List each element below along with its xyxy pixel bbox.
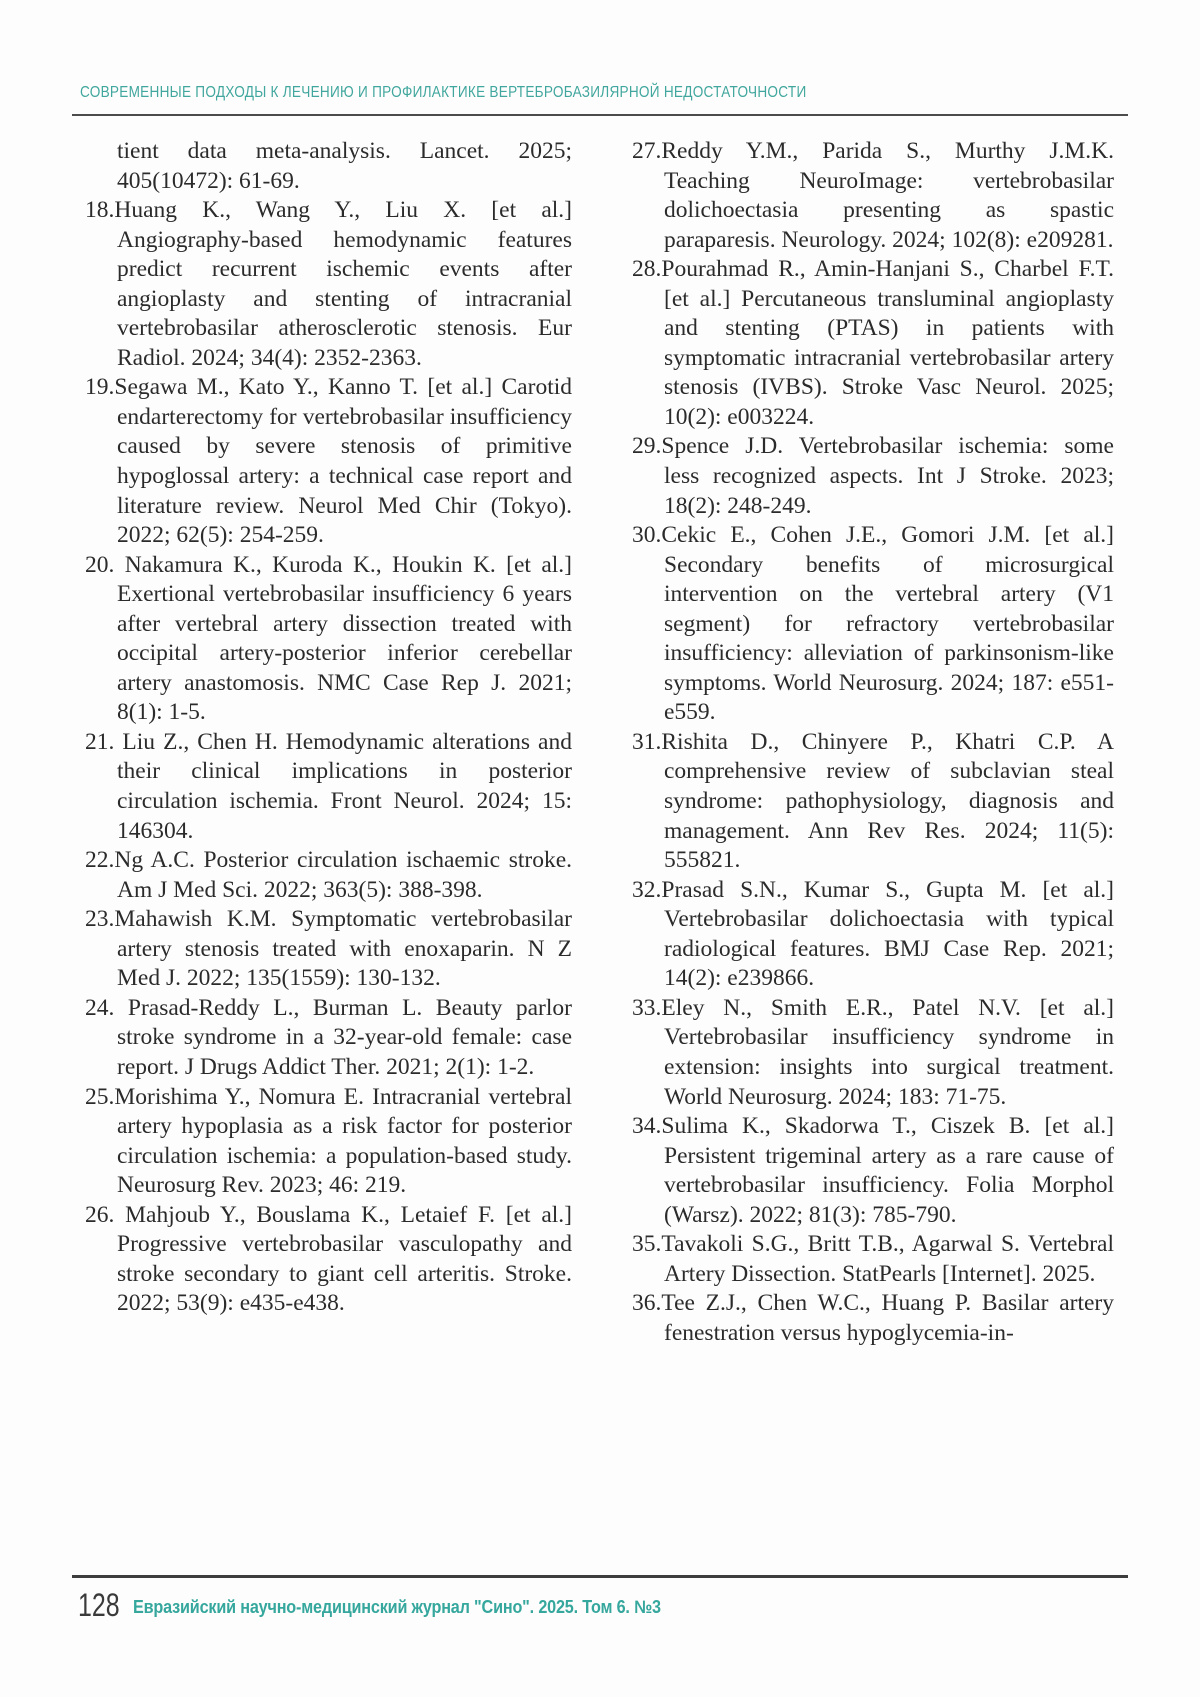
reference-entry-35 [632,1230,1114,1289]
reference-number: 36. [632,1290,662,1317]
reference-text: Tavakoli S.G., Britt T.B., Agarwal S. Vertebral Artery Dissection. StatPearls [Internet]. 2025. [661,1231,1114,1287]
reference-number: 29. [632,433,662,460]
reference-number: 21. [85,728,115,755]
reference-number: 26. [85,1201,115,1228]
reference-text: Reddy Y.M., Parida S., Murthy J.M.K. Teaching NeuroImage: vertebrobasilar dolichoectasia presenting as spastic paraparesis. Neurology. 2024; 102(8): e209281. [661,138,1114,253]
reference-text: Prasad S.N., Kumar S., Gupta M. [et al.] Vertebrobasilar dolichoectasia with typical radiological features. BMJ Case Rep. 2021; 14(2): e239866. [661,876,1114,992]
reference-entry-19 [85,373,572,550]
reference-number: 22. [85,847,115,874]
reference-entry-32 [632,876,1114,994]
reference-number: 32. [632,876,662,903]
reference-number: 20. [85,551,115,578]
reference-text: tient data meta-analysis. Lancet. 2025; 405(10472): 61-69. [117,138,572,194]
reference-number: 23. [85,906,115,933]
reference-number: 27. [632,138,662,164]
reference-number: 31. [632,728,662,755]
reference-entry-25 [85,1083,572,1201]
reference-text: Mahawish K.M. Symptomatic vertebrobasilar artery stenosis treated with enoxaparin. N Z Med J. 2022; 135(1559): 130-132. [114,906,572,992]
reference-number: 19. [85,374,115,401]
reference-text: Prasad-Reddy L., Burman L. Beauty parlor stroke syndrome in a 32-year-old female: case report. J Drugs Addict Ther. 2021; 2(1): 1-2. [114,994,572,1080]
reference-entry-18 [85,196,572,373]
reference-number: 28. [632,256,662,283]
references-columns [85,137,1114,1348]
reference-text: Spence J.D. Vertebrobasilar ischemia: some less recognized aspects. Int J Stroke. 2023; 18(2): 248-249. [661,433,1114,519]
references-column-left [85,137,572,1348]
reference-text: Sulima K., Skadorwa T., Ciszek B. [et al.] Persistent trigeminal artery as a rare cause of vertebrobasilar insufficiency. Folia Morphol (Warsz). 2022; 81(3): 785-790. [661,1113,1114,1228]
reference-text: Liu Z., Chen H. Hemodynamic alterations and their clinical implications in posterior circulation ischemia. Front Neurol. 2024; 15: 146304. [114,728,572,844]
reference-text: Cekic E., Cohen J.E., Gomori J.M. [et al.] Secondary benefits of microsurgical intervention on the vertebral artery (V1 segment) for refractory vertebrobasilar insufficiency: alleviation of parkinsonism-like symptoms. World Neurosurg. 2024; 187: e551-e559. [661,522,1114,726]
references-column-right [632,137,1114,1348]
reference-entry-22 [85,846,572,905]
reference-text: Nakamura K., Kuroda K., Houkin K. [et al.] Exertional vertebrobasilar insufficiency 6 years after vertebral artery dissection treated with occipital artery-posterior inferior cerebellar artery anastomosis. NMC Case Rep J. 2021; 8(1): 1-5. [114,551,572,726]
reference-number: 30. [632,522,662,549]
reference-text: Ng A.C. Posterior circulation ischaemic stroke. Am J Med Sci. 2022; 363(5): 388-398. [114,847,572,903]
running-header-title: СОВРЕМЕННЫЕ ПОДХОДЫ К ЛЕЧЕНИЮ И ПРОФИЛАКТИКЕ ВЕРТЕБРОБАЗИЛЯРНОЙ НЕДОСТАТОЧНОСТИ [80,84,807,101]
reference-number: 24. [85,994,115,1021]
reference-entry-27 [632,137,1114,255]
reference-number: 18. [85,197,115,224]
reference-entry-23 [85,905,572,994]
reference-entry-29 [632,432,1114,521]
page-footer [78,1589,720,1621]
reference-entry-30 [632,521,1114,728]
reference-number: 34. [632,1113,662,1140]
reference-number: 35. [632,1231,662,1258]
reference-entry-33 [632,994,1114,1112]
reference-text: Morishima Y., Nomura E. Intracranial vertebral artery hypoplasia as a risk factor for posterior circulation ischemia: a population-based study. Neurosurg Rev. 2023; 46: 219. [114,1083,572,1199]
reference-entry-17-continuation [85,137,572,196]
reference-text: Rishita D., Chinyere P., Khatri C.P. A comprehensive review of subclavian steal syndrome: pathophysiology, diagnosis and management. Ann Rev Res. 2024; 11(5): 555821. [661,728,1114,874]
reference-text: Huang K., Wang Y., Liu X. [et al.] Angiography-based hemodynamic features predict recurrent ischemic events after angioplasty and stenting of intracranial vertebrobasilar atherosclerotic stenosis. Eur Radiol. 2024; 34(4): 2352-2363. [114,197,572,371]
header-divider [72,114,1128,116]
reference-text: Segawa M., Kato Y., Kanno T. [et al.] Carotid endarterectomy for vertebrobasilar insufficiency caused by severe stenosis of primitive hypoglossal artery: a technical case report and literature review. Neurol Med Chir (Tokyo). 2022; 62(5): 254-259. [114,374,572,549]
reference-entry-20 [85,551,572,728]
journal-footer-title: Евразийский научно-медицинский журнал "Сино". 2025. Том 6. №3 [133,1597,662,1617]
reference-entry-31 [632,728,1114,876]
reference-entry-21 [85,728,572,846]
reference-number: 33. [632,994,662,1021]
reference-entry-28 [632,255,1114,432]
reference-entry-34 [632,1112,1114,1230]
footer-divider [72,1575,1128,1578]
reference-text: Eley N., Smith E.R., Patel N.V. [et al.] Vertebrobasilar insufficiency syndrome in extension: insights into surgical treatment. World Neurosurg. 2024; 183: 71-75. [661,994,1114,1110]
page-number: 128 [78,1587,120,1623]
reference-text: Pourahmad R., Amin-Hanjani S., Charbel F.T. [et al.] Percutaneous transluminal angioplasty and stenting (PTAS) in patients with symptomatic intracranial vertebrobasilar artery stenosis (IVBS). Stroke Vasc Neurol. 2025; 10(2): e003224. [661,256,1114,430]
reference-text: Tee Z.J., Chen W.C., Huang P. Basilar artery fenestration versus hypoglycemia-in- [661,1290,1114,1346]
reference-entry-26 [85,1201,572,1319]
reference-text: Mahjoub Y., Bouslama K., Letaief F. [et al.] Progressive vertebrobasilar vasculopathy and stroke secondary to giant cell arteritis. Stroke. 2022; 53(9): e435-e438. [114,1201,572,1317]
reference-entry-36 [632,1289,1114,1348]
reference-number: 25. [85,1083,115,1110]
reference-entry-24 [85,994,572,1083]
